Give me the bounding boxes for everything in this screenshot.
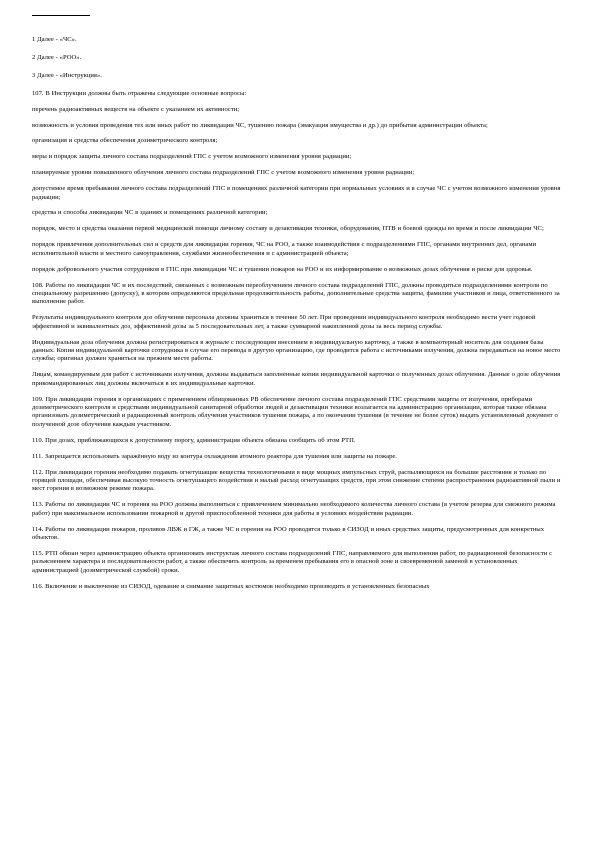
list-item-protection-measures: меры и порядок защиты личного состава подразделений ГПС с учетом возможного изменения уровня радиации; (32, 153, 352, 161)
footnote-2: 2 Далее - «РОО». (32, 53, 82, 61)
paragraph-115: 115. РТП обязан через администрацию объекта организовать инструктаж личного состава подразделений ГПС, направляемого для выполнения работ, по радиационной безопасности с разъяснением характера и последовательности работ, а также обеспечить контроль за временем пребывания его в опасной зоне и своевременной заменой в установленных администрацией (дозиметрической службой) сроки. (32, 549, 553, 574)
paragraph-108: 108. Работы по ликвидации ЧС и их последствий, связанных с возможным переоблучением личного состава подразделений ГПС, должны проводиться подразделениями контроля по специальному разрешению (допуску), в котором определяются предельная продолжительность работы, дополнительные средства защиты, фамилии участников и лица, ответственного за выполнение работ. (32, 281, 560, 306)
list-item-first-aid: порядок, место и средства оказания первой медицинской помощи личному составу и дезактивация техники, оборудования, ПТВ и боевой одежды во время и после ликвидации ЧС; (32, 225, 544, 233)
list-item-additional-forces: порядок привлечения дополнительных сил и средств для ликвидации горения, ЧС на РОО, а также взаимодействия с подразделениями ГПС, органами внутренних дел, органами исполнительной власти и местного самоуправления, службами жизнеобеспечения и с администрацией объекта; (32, 241, 537, 257)
paragraph-dose-registration: Индивидуальная доза облучения должна регистрироваться в журнале с последующим внесением в индивидуальную карточку, а также в компьютерный носитель для создания базы данных. Копия индивидуальной карточки сотрудника в случае его перевода в другую организацию, где проводится работа с источниками излучения, должна передаваться на новое место службы; оригинал должен храниться на прежнем месте работы. (32, 338, 561, 363)
paragraph-113: 113. Работы по ликвидации ЧС и горения на РОО должны выполняться с привлечением минимально необходимого количества личного состава (в учетом резерва для смежного режима работ) при максимальном использовании пожарной и другой приспособленной техники для работы в условиях воздействия радиации. (32, 501, 556, 517)
paragraph-seconded-staff: Лицам, командируемым для работ с источниками излучения, должны выдаваться заполненные копии индивидуальной карточки о полученных дозах облучения. Данные о дозе облучения прикомандированных лиц должны включаться в их индивидуальные карточки. (32, 371, 561, 387)
footnote-1: 1 Далее - «ЧС». (32, 36, 77, 43)
list-item-dosimetric-control: организация и средства обеспечения дозиметрического контроля; (32, 137, 218, 145)
list-item-allowed-time: допустимое время пребывания личного состава подразделений ГПС в помещениях различной категории при нормальных условиях и в случае ЧС с учетом возможного изменения уровня радиации; (32, 185, 561, 201)
document-body (32, 36, 562, 598)
paragraph-111: 111. Запрещается использовать заражённую воду из контура охлаждения атомного реактора для тушения или защиты на пожаре. (32, 452, 397, 460)
paragraph-114: 114. Работы по ликвидации пожаров, проливов ЛВЖ и ГЖ, а также ЧС и горения на РОО проводятся только в СИЗОД и иных средствах защиты, предусмотренных для конкретных объектов. (32, 525, 545, 541)
list-item-means-of-liquidation: средства и способы ликвидации ЧС в зданиях и помещениях различной категории; (32, 209, 268, 217)
footnote-3: 3 Далее - «Инструкция». (32, 71, 102, 79)
paragraph-110: 110. При дозах, приближающихся к допустимому порогу, администрация объекта обязана сообщить об этом РТП. (32, 436, 356, 444)
paragraph-dose-records: Результаты индивидуального контроля доз облучения персонала должны храниться в течение 50 лет. При проведении индивидуального контроля необходимо вести учет годовой эффективной и эквивалентных доз, эффективной дозы за 5 последовательных лет, а также суммарной накопленной дозы за весь период службы. (32, 314, 536, 330)
paragraph-109: 109. При ликвидации горения в организациях с применением облицованных РВ обеспечение личного состава подразделений ГПС средствами защиты от излучения, приборами дозиметрического контроля и средствами индивидуальной санитарной обработки людей и дезактивации техники возлагается на администрацию организации, которая также обязана организовать дозиметрический и радиационный контроль облучения участников тушения пожара, а по окончании тушения (в течение не более суток) выдать установленный документ о полученной дозе облучения каждым участником. (32, 395, 558, 428)
list-item-planned-exposure: планируемые уровни повышенного облучения личного состава подразделений ГПС с учетом возможного изменения уровня радиации; (32, 169, 415, 177)
list-item-substances: перечень радиоактивных веществ на объекте с указанием их активности; (32, 105, 240, 113)
paragraph-112: 112. При ликвидации горения необходимо подавать огнетушащие вещества технологичными в виде мощных импульсных струй, распыляющихся на большие расстояния и только по горящей площади, обеспечивая высокую точность огнетушащего воздействия и малый расход огнетушащих средств, при этом снижение степени распространения радиоактивной пыли и мест горения в возможном режиме пожара. (32, 468, 561, 493)
paragraph-116: 116. Включение и выключение из СИЗОД, одевание и снимание защитных костюмов необходимо производить в установленных безопасных (32, 582, 430, 590)
footnote-separator (32, 15, 90, 16)
paragraph-107: 107. В Инструкции должны быть отражены следующие основные вопросы: (32, 89, 247, 97)
list-item-works-before-admin: возможность и условия проведения тех или иных работ по ликвидации ЧС, тушению пожара (эвакуация имущества и др.) до прибытия администрации объекта; (32, 121, 488, 129)
list-item-voluntary-participation: порядок добровольного участия сотрудников в ГПС при ликвидации ЧС и тушении пожаров на РОО и их информирование о возможных дозах облучения и риске для здоровья. (32, 265, 533, 273)
